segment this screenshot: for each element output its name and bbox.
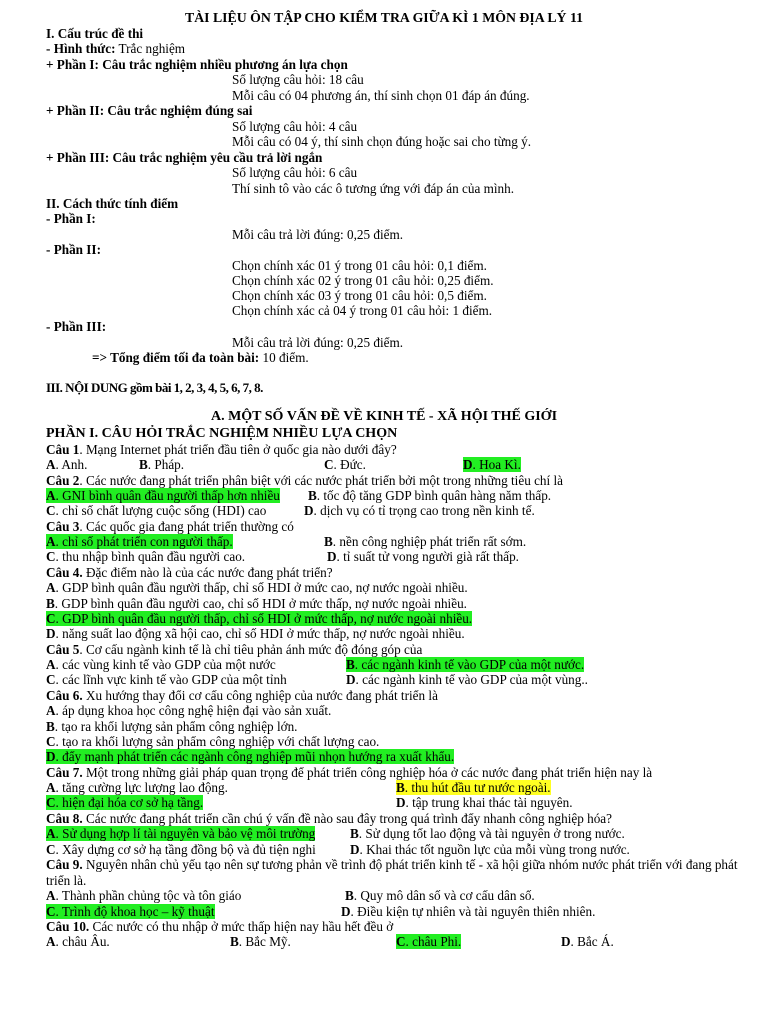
question-text: Các nước đang phát triển cần chú ý vấn đề nào sau đây trong quá trình đẩy nhanh công nghiệp hóa?: [82, 811, 613, 826]
option-a: [46, 934, 110, 950]
option-d: [561, 934, 614, 950]
question-3: [46, 519, 294, 535]
question-label: Câu 9.: [46, 857, 83, 872]
option-b-correct: [346, 657, 584, 673]
option-key: D: [561, 934, 571, 949]
option-c: [46, 503, 266, 519]
option-key: A: [46, 657, 56, 672]
option-b: [324, 534, 526, 550]
part1-count: Số lượng câu hỏi: 18 câu: [232, 72, 364, 87]
option-c: [324, 457, 366, 473]
option-key: A: [46, 780, 56, 795]
option-text: . tăng cường lực lượng lao động.: [55, 780, 228, 795]
form-line: [46, 41, 185, 57]
option-key: B: [46, 719, 55, 734]
option-key: D: [341, 904, 351, 919]
option-text: . Khai thác tốt nguồn lực của mỗi vùng trong nước.: [359, 842, 630, 857]
option-c: [46, 734, 379, 750]
option-a: [46, 888, 241, 904]
option-d: [396, 795, 573, 811]
part2-count: Số lượng câu hỏi: 4 câu: [232, 119, 358, 134]
structure-heading: I. Cấu trúc đề thi: [46, 26, 144, 41]
option-key: D: [346, 672, 356, 687]
option-text: . dịch vụ có tỉ trọng cao trong nền kinh tế.: [313, 503, 535, 518]
option-d: [341, 904, 595, 920]
option-b: [345, 888, 535, 904]
option-key: C: [46, 734, 56, 749]
option-text: . các lĩnh vực kinh tế vào GDP của một tỉnh: [55, 672, 287, 687]
option-text: . nền công nghiệp phát triển rất sớm.: [332, 534, 527, 549]
option-text: . năng suất lao động xã hội cao, chỉ số HDI ở mức thấp, nợ nước ngoài nhiều.: [55, 626, 465, 641]
option-text: . Bắc Mỹ.: [238, 934, 291, 949]
part3-desc: Thí sinh tô vào các ô tương ứng với đáp án của mình.: [232, 181, 515, 196]
answer-highlight: [46, 904, 215, 919]
option-a: [46, 457, 87, 473]
option-a: [46, 780, 228, 796]
option-key: C: [396, 934, 406, 949]
form-label: - Hình thức:: [46, 41, 116, 56]
option-text: . các vùng kinh tế vào GDP của một nước: [55, 657, 276, 672]
option-text: . Đức.: [333, 457, 366, 472]
option-d-correct: [46, 749, 454, 765]
answer-highlight: [46, 749, 454, 764]
option-text: . chỉ số chất lượng cuộc sống (HDI) cao: [55, 503, 267, 518]
option-c: [46, 549, 245, 565]
option-text: . GDP bình quân đầu người thấp, chỉ số HDI ở mức thấp, nợ nước ngoài nhiều.: [55, 611, 473, 626]
part3-heading: + Phần III: Câu trắc nghiệm yêu cầu trả lời ngắn: [46, 150, 323, 165]
option-key: C: [46, 842, 56, 857]
option-text: . Bắc Á.: [570, 934, 614, 949]
option-key: B: [346, 657, 355, 672]
option-text: . thu hút đầu tư nước ngoài.: [404, 780, 551, 795]
question-9: [46, 857, 758, 888]
option-key: C: [46, 672, 56, 687]
option-text: . đẩy mạnh phát triển các ngành công nghiệp mũi nhọn hướng ra xuất khẩu.: [55, 749, 455, 764]
option-d: [304, 503, 535, 519]
option-key: D: [463, 457, 473, 472]
option-b: [139, 457, 184, 473]
question-label: Câu 7.: [46, 765, 83, 780]
question-text: Nguyên nhân chủ yếu tạo nên sự tương phản về trình độ phát triển kinh tế - xã hội giữa nhóm nước phát triển với đang phát triển là.: [46, 857, 738, 888]
form-value: Trắc nghiệm: [115, 41, 186, 56]
option-text: . Sử dụng tốt lao động và tài nguyên ở trong nước.: [358, 826, 625, 841]
option-text: . chỉ số phát triển con người thấp.: [55, 534, 233, 549]
option-key: A: [46, 888, 56, 903]
scoring-part2-label: - Phần II:: [46, 242, 101, 257]
question-label: Câu 5: [46, 642, 80, 657]
content-heading: III. NỘI DUNG gồm bài 1, 2, 3, 4, 5, 6, 7, 8.: [46, 380, 263, 395]
question-4: [46, 565, 333, 581]
question-6: [46, 688, 438, 704]
part1-heading: + Phần I: Câu trắc nghiệm nhiều phương án lựa chọn: [46, 57, 348, 72]
option-b: [230, 934, 291, 950]
option-a: [46, 703, 331, 719]
question-5: [46, 642, 422, 658]
answer-highlight: [46, 534, 233, 549]
answer-highlight: [46, 826, 315, 841]
question-text: . Các quốc gia đang phát triển thường có: [79, 519, 294, 534]
answer-highlight: [46, 488, 280, 503]
question-text: . Mạng Internet phát triển đầu tiên ở quốc gia nào dưới đây?: [79, 442, 397, 457]
question-label: Câu 2: [46, 473, 80, 488]
option-text: . Sử dụng hợp lí tài nguyên và bảo vệ môi trường: [55, 826, 316, 841]
option-key: C: [324, 457, 334, 472]
option-key: B: [139, 457, 148, 472]
document-title: TÀI LIỆU ÔN TẬP CHO KIỂM TRA GIỮA KÌ 1 MÔN ĐỊA LÝ 11: [185, 10, 583, 25]
question-text: Xu hướng thay đổi cơ cấu công nghiệp của nước đang phát triển là: [82, 688, 438, 703]
option-text: . Pháp.: [147, 457, 185, 472]
option-b: [308, 488, 551, 504]
option-d: [346, 672, 588, 688]
option-key: B: [46, 596, 55, 611]
question-1: [46, 442, 397, 458]
option-key: D: [327, 549, 337, 564]
option-text: . GNI bình quân đầu người thấp hơn nhiều: [55, 488, 280, 503]
scoring-part1-rule: Mỗi câu trả lời đúng: 0,25 điểm.: [232, 227, 404, 242]
option-text: . Trình độ khoa học – kỹ thuật: [55, 904, 215, 919]
option-b: [46, 596, 467, 612]
option-key: A: [46, 934, 56, 949]
option-key: C: [46, 611, 56, 626]
part1-desc: Mỗi câu có 04 phương án, thí sinh chọn 01 đáp án đúng.: [232, 88, 530, 103]
option-d-correct: [463, 457, 521, 473]
option-key: A: [46, 826, 56, 841]
option-key: C: [46, 904, 56, 919]
answer-highlight: [46, 611, 472, 626]
question-label: Câu 4.: [46, 565, 83, 580]
option-key: B: [230, 934, 239, 949]
scoring-part2-rule: Chọn chính xác cả 04 ý trong 01 câu hỏi: 1 điểm.: [232, 303, 493, 318]
option-text: . hiện đại hóa cơ sở hạ tầng.: [55, 795, 204, 810]
option-key: D: [350, 842, 360, 857]
option-key: B: [324, 534, 333, 549]
option-text: . châu Phi.: [405, 934, 462, 949]
option-a: [46, 580, 468, 596]
part2-heading: + Phần II: Câu trắc nghiệm đúng sai: [46, 103, 253, 118]
question-label: Câu 1: [46, 442, 80, 457]
option-d: [350, 842, 630, 858]
question-text: Các nước có thu nhập ở mức thấp hiện nay hầu hết đều ở: [89, 919, 394, 934]
option-text: . các ngành kinh tế vào GDP của một vùng..: [355, 672, 588, 687]
question-label: Câu 8.: [46, 811, 83, 826]
option-text: . Xây dựng cơ sở hạ tầng đồng bộ và đủ tiện nghi: [55, 842, 316, 857]
option-key: B: [396, 780, 405, 795]
option-key: A: [46, 534, 56, 549]
question-10: [46, 919, 393, 935]
option-c-correct: [46, 904, 215, 920]
option-a: [46, 657, 276, 673]
total-score-line: [92, 350, 309, 366]
scoring-heading: II. Cách thức tính điểm: [46, 196, 179, 211]
scoring-part2-rule: Chọn chính xác 01 ý trong 01 câu hỏi: 0,1 điểm.: [232, 258, 487, 273]
section-a-title: A. MỘT SỐ VẤN ĐỀ VỀ KINH TẾ - XÃ HỘI THẾ GIỚI: [210, 409, 558, 424]
answer-highlight: [396, 780, 551, 795]
option-key: C: [46, 549, 56, 564]
option-key: A: [46, 580, 56, 595]
part3-count: Số lượng câu hỏi: 6 câu: [232, 165, 358, 180]
option-text: . tạo ra khối lượng sản phẩm công nghiệp với chất lượng cao.: [55, 734, 380, 749]
option-key: C: [46, 503, 56, 518]
option-c-correct: [46, 795, 203, 811]
option-key: D: [46, 626, 56, 641]
option-key: D: [304, 503, 314, 518]
option-text: . Anh.: [55, 457, 88, 472]
option-key: B: [345, 888, 354, 903]
question-2: [46, 473, 563, 489]
option-key: D: [396, 795, 406, 810]
question-label: Câu 6.: [46, 688, 83, 703]
answer-highlight: [346, 657, 584, 672]
scoring-part2-rule: Chọn chính xác 03 ý trong 01 câu hỏi: 0,5 điểm.: [232, 288, 487, 303]
option-c-correct: [396, 934, 461, 950]
option-text: . châu Âu.: [55, 934, 110, 949]
option-key: B: [350, 826, 359, 841]
option-key: A: [46, 703, 56, 718]
option-c: [46, 842, 316, 858]
option-text: . GDP bình quân đầu người thấp, chỉ số HDI ở mức cao, nợ nước ngoài nhiều.: [55, 580, 468, 595]
option-c: [46, 672, 287, 688]
answer-highlight: [396, 934, 461, 949]
scoring-part3-rule: Mỗi câu trả lời đúng: 0,25 điểm.: [232, 335, 404, 350]
option-text: . Hoa Kì.: [472, 457, 521, 472]
option-text: . tốc độ tăng GDP bình quân hàng năm thấp.: [316, 488, 552, 503]
option-text: . Quy mô dân số và cơ cấu dân số.: [353, 888, 535, 903]
question-text: Một trong những giải pháp quan trọng để phát triển công nghiệp hóa ở các nước đang phát triển hiện nay là: [82, 765, 653, 780]
scoring-part1-label: - Phần I:: [46, 211, 96, 226]
option-d: [327, 549, 519, 565]
option-a-correct: [46, 826, 315, 842]
option-text: . tập trung khai thác tài nguyên.: [405, 795, 573, 810]
question-label: Câu 3: [46, 519, 80, 534]
option-text: . Điều kiện tự nhiên và tài nguyên thiên nhiên.: [350, 904, 596, 919]
option-text: . tạo ra khối lượng sản phẩm công nghiệp lớn.: [54, 719, 298, 734]
option-key: D: [46, 749, 56, 764]
part-i-title: PHẦN I. CÂU HỎI TRẮC NGHIỆM NHIỀU LỰA CHỌN: [46, 426, 398, 441]
option-key: B: [308, 488, 317, 503]
option-b-yellow: [396, 780, 551, 796]
option-key: A: [46, 488, 56, 503]
scoring-part3-label: - Phần III:: [46, 319, 107, 334]
scoring-part2-rule: Chọn chính xác 02 ý trong 01 câu hỏi: 0,25 điểm.: [232, 273, 494, 288]
option-text: . tỉ suất tử vong người già rất thấp.: [336, 549, 519, 564]
option-b: [350, 826, 625, 842]
option-c-correct: [46, 611, 472, 627]
answer-highlight: [46, 795, 203, 810]
total-score-label: => Tổng điểm tối đa toàn bài:: [92, 350, 260, 365]
question-text: . Cơ cấu ngành kinh tế là chỉ tiêu phản ánh mức độ đóng góp của: [79, 642, 423, 657]
part2-desc: Mỗi câu có 04 ý, thí sinh chọn đúng hoặc sai cho từng ý.: [232, 134, 532, 149]
answer-highlight: [463, 457, 521, 472]
question-7: [46, 765, 652, 781]
option-key: C: [46, 795, 56, 810]
option-a-correct: [46, 488, 280, 504]
question-label: Câu 10.: [46, 919, 90, 934]
option-text: . các ngành kinh tế vào GDP của một nước.: [354, 657, 585, 672]
option-b: [46, 719, 297, 735]
question-8: [46, 811, 612, 827]
option-text: . áp dụng khoa học công nghệ hiện đại vào sản xuất.: [55, 703, 332, 718]
option-text: . GDP bình quân đầu người cao, chỉ số HDI ở mức thấp, nợ nước ngoài nhiều.: [54, 596, 467, 611]
question-text: . Các nước đang phát triển phân biệt với các nước phát triển bởi một trong những tiêu chí là: [79, 473, 564, 488]
total-score-value: 10 điểm.: [259, 350, 309, 365]
option-key: A: [46, 457, 56, 472]
option-text: . thu nhập bình quân đầu người cao.: [55, 549, 246, 564]
option-a-correct: [46, 534, 233, 550]
option-d: [46, 626, 465, 642]
option-text: . Thành phần chủng tộc và tôn giáo: [55, 888, 242, 903]
question-text: Đặc điểm nào là của các nước đang phát triển?: [82, 565, 333, 580]
